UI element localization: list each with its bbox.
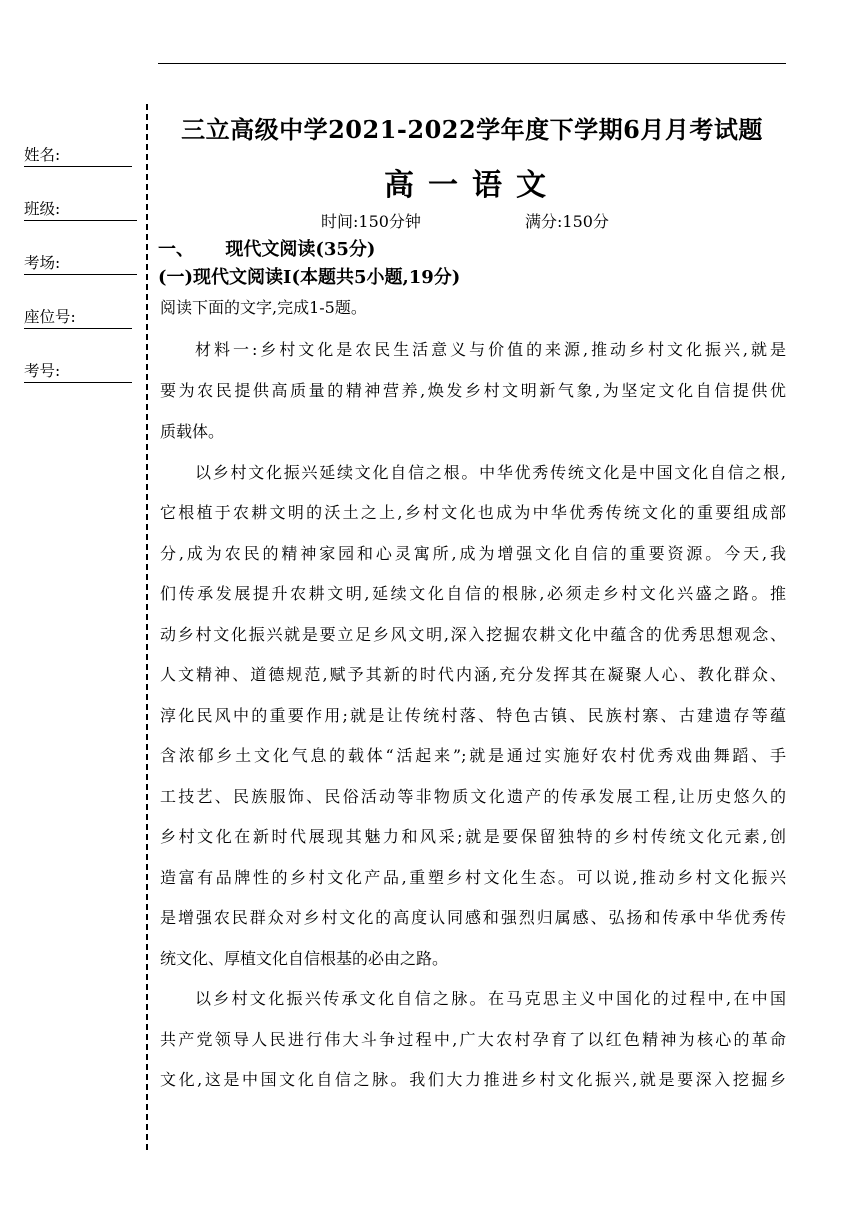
- exam-number-field: [24, 361, 60, 381]
- passage-line: 们传承发展提升农耕文明,延续文化自信的根脉,必须走乡村文化兴盛之路。推: [160, 584, 786, 603]
- passage-line: 含浓郁乡土文化气息的载体“活起来”;就是通过实施好农村优秀戏曲舞蹈、手: [160, 746, 786, 765]
- subject-title: 高一语文: [384, 168, 560, 203]
- passage-line: 共产党领导人民进行伟大斗争过程中,广大农村孕育了以红色精神为核心的革命: [160, 1030, 786, 1049]
- subsection-heading: (一)现代文阅读Ⅰ(本题共5小题,19分): [158, 267, 461, 288]
- passage-line: 造富有品牌性的乡村文化产品,重塑乡村文化生态。可以说,推动乡村文化振兴: [160, 868, 786, 887]
- exam-room-underline: [24, 274, 137, 275]
- passage-line: 它根植于农耕文明的沃土之上,乡村文化也成为中华优秀传统文化的重要组成部: [160, 503, 786, 522]
- exam-room-field: [24, 253, 60, 273]
- passage-line: 人文精神、道德规范,赋予其新的时代内涵,充分发挥其在凝聚人心、教化群众、: [160, 665, 786, 684]
- passage-line: 动乡村文化振兴就是要立足乡风文明,深入挖掘农耕文化中蕴含的优秀思想观念、: [160, 625, 786, 644]
- seat-underline: [24, 328, 132, 329]
- exam-number-underline: [24, 382, 132, 383]
- seat-field: [24, 307, 76, 327]
- passage-line: 材料一:乡村文化是农民生活意义与价值的来源,推动乡村文化振兴,就是: [195, 340, 786, 359]
- passage-line: 工技艺、民族服饰、民俗活动等非物质文化遗产的传承发展工程,让历史悠久的: [160, 787, 786, 806]
- name-label: 姓名:: [24, 146, 61, 164]
- passage-line: 淳化民风中的重要作用;就是让传统村落、特色古镇、民族村寨、古建遗存等蕴: [160, 706, 786, 725]
- name-field: [24, 145, 60, 165]
- passage-line: 文化,这是中国文化自信之脉。我们大力推进乡村文化振兴,就是要深入挖掘乡: [160, 1070, 786, 1089]
- reading-instruction: 阅读下面的文字,完成1-5题。: [160, 298, 367, 317]
- passage-line: 统文化、厚植文化自信根基的必由之路。: [160, 949, 449, 968]
- passage-line: 分,成为农民的精神家园和心灵寓所,成为增强文化自信的重要资源。今天,我: [160, 544, 786, 563]
- passage-line: 以乡村文化振兴传承文化自信之脉。在马克思主义中国化的过程中,在中国: [195, 989, 786, 1008]
- passage-line: 质载体。: [160, 422, 225, 441]
- passage-line: 要为农民提供高质量的精神营养,焕发乡村文明新气象,为坚定文化自信提供优: [160, 381, 786, 400]
- class-label: 班级:: [24, 200, 61, 218]
- full-score: 满分:150分: [525, 212, 609, 231]
- binding-dashed-line: [146, 104, 148, 1150]
- class-field: [24, 199, 60, 219]
- exam-title: 三立高级中学2021-2022学年度下学期6月月考试题: [181, 115, 763, 144]
- passage-line: 以乡村文化振兴延续文化自信之根。中华优秀传统文化是中国文化自信之根,: [195, 463, 786, 482]
- passage-line: 是增强农民群众对乡村文化的高度认同感和强烈归属感、弘扬和传承中华优秀传: [160, 908, 786, 927]
- name-underline: [24, 166, 132, 167]
- exam-number-label: 考号:: [24, 362, 61, 380]
- passage-line: 乡村文化在新时代展现其魅力和风采;就是要保留独特的乡村传统文化元素,创: [160, 827, 786, 846]
- seat-label: 座位号:: [24, 308, 76, 326]
- section-heading: 一、 现代文阅读(35分): [158, 239, 376, 260]
- top-rule: [158, 63, 786, 64]
- exam-room-label: 考场:: [24, 254, 61, 272]
- class-underline: [24, 220, 137, 221]
- exam-time: 时间:150分钟: [321, 212, 421, 231]
